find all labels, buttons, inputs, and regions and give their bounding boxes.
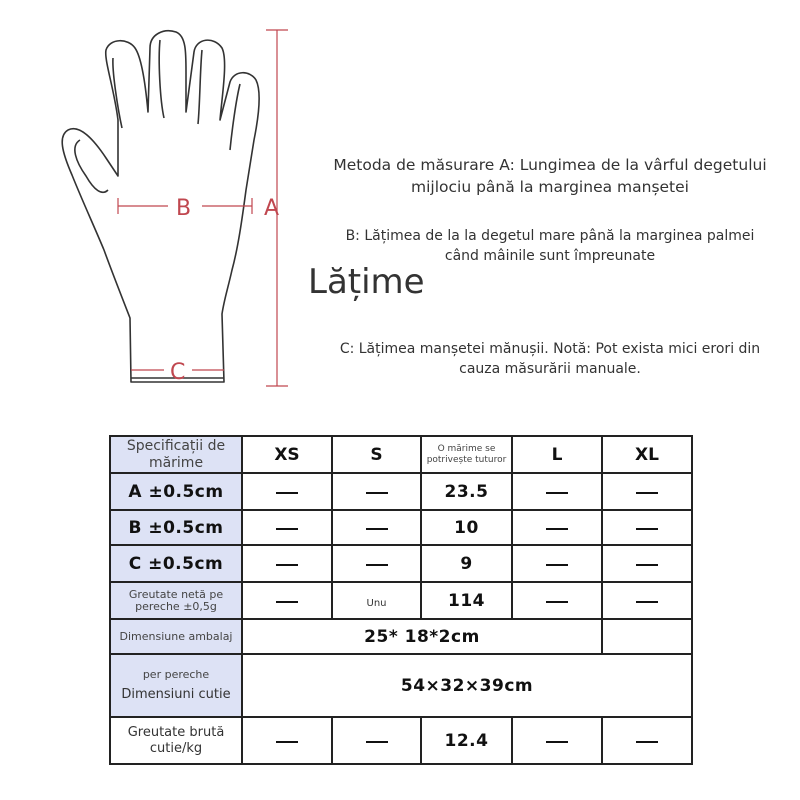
table-row-package — [110, 619, 692, 654]
table-row-b — [110, 510, 692, 545]
cell-dash — [332, 717, 421, 764]
header-size-xl: XL — [602, 436, 692, 473]
table-row-box — [110, 654, 692, 717]
cell-dash — [512, 717, 602, 764]
size-spec-table — [109, 435, 693, 765]
table-row-gross — [110, 717, 692, 764]
cell-weight-s: Unu — [332, 582, 421, 619]
header-size-xs: XS — [242, 436, 332, 473]
cell-value-gross: 12.4 — [421, 717, 512, 764]
row-label-box: per pereche Dimensiuni cutie — [110, 654, 242, 717]
cell-dash — [242, 717, 332, 764]
cell-dash — [602, 582, 692, 619]
cell-dash — [602, 510, 692, 545]
table-row-weight — [110, 582, 692, 619]
measurement-b-description: B: Lățimea de la la degetul mare până la marginea palmei când mâinile sunt împreunate — [345, 228, 755, 264]
cell-dash — [242, 582, 332, 619]
row-label-gross: Greutate brută cutie/kg — [110, 717, 242, 764]
cell-value-b: 10 — [421, 510, 512, 545]
dimension-lines — [118, 30, 288, 386]
table-row-c — [110, 545, 692, 582]
dimension-label-a: A — [264, 196, 280, 221]
cell-value-package: 25* 18*2cm — [242, 619, 602, 654]
cell-value-box: 54×32×39cm — [242, 654, 692, 717]
row-label-b: B ±0.5cm — [110, 510, 242, 545]
header-size-l: L — [512, 436, 602, 473]
table-row-a — [110, 473, 692, 510]
cell-value-c: 9 — [421, 545, 512, 582]
cell-dash — [602, 473, 692, 510]
cell-dash — [602, 545, 692, 582]
cell-dash — [602, 717, 692, 764]
cell-value-weight: 114 — [421, 582, 512, 619]
dimension-label-c: C — [170, 360, 186, 385]
row-label-c: C ±0.5cm — [110, 545, 242, 582]
header-spec-label: Specificații de mărime — [110, 436, 242, 473]
dimension-label-b: B — [176, 196, 192, 221]
header-size-one-size: O mărime se potrivește tuturor — [421, 436, 512, 473]
width-heading: Lățime — [308, 262, 425, 302]
table-header-row — [110, 436, 692, 473]
row-label-package: Dimensiune ambalaj — [110, 619, 242, 654]
cell-dash — [512, 545, 602, 582]
cell-empty — [602, 619, 692, 654]
row-label-weight: Greutate netă pe pereche ±0,5g — [110, 582, 242, 619]
cell-dash — [512, 510, 602, 545]
cell-dash — [512, 473, 602, 510]
cell-dash — [512, 582, 602, 619]
measurement-a-description: Metoda de măsurare A: Lungimea de la vârful degetului mijlociu până la marginea manșetei — [333, 156, 767, 196]
row-label-a: A ±0.5cm — [110, 473, 242, 510]
cell-value-a: 23.5 — [421, 473, 512, 510]
header-size-s: S — [332, 436, 421, 473]
cell-dash — [242, 545, 332, 582]
cell-dash — [332, 545, 421, 582]
cell-dash — [242, 510, 332, 545]
measurement-c-description: C: Lățimea manșetei mănușii. Notă: Pot exista mici erori din cauza măsurării manuale. — [339, 341, 761, 377]
fingertip-coating — [75, 140, 108, 192]
cell-dash — [332, 473, 421, 510]
glove-measurement-diagram — [0, 0, 320, 400]
cell-dash — [332, 510, 421, 545]
cell-dash — [242, 473, 332, 510]
